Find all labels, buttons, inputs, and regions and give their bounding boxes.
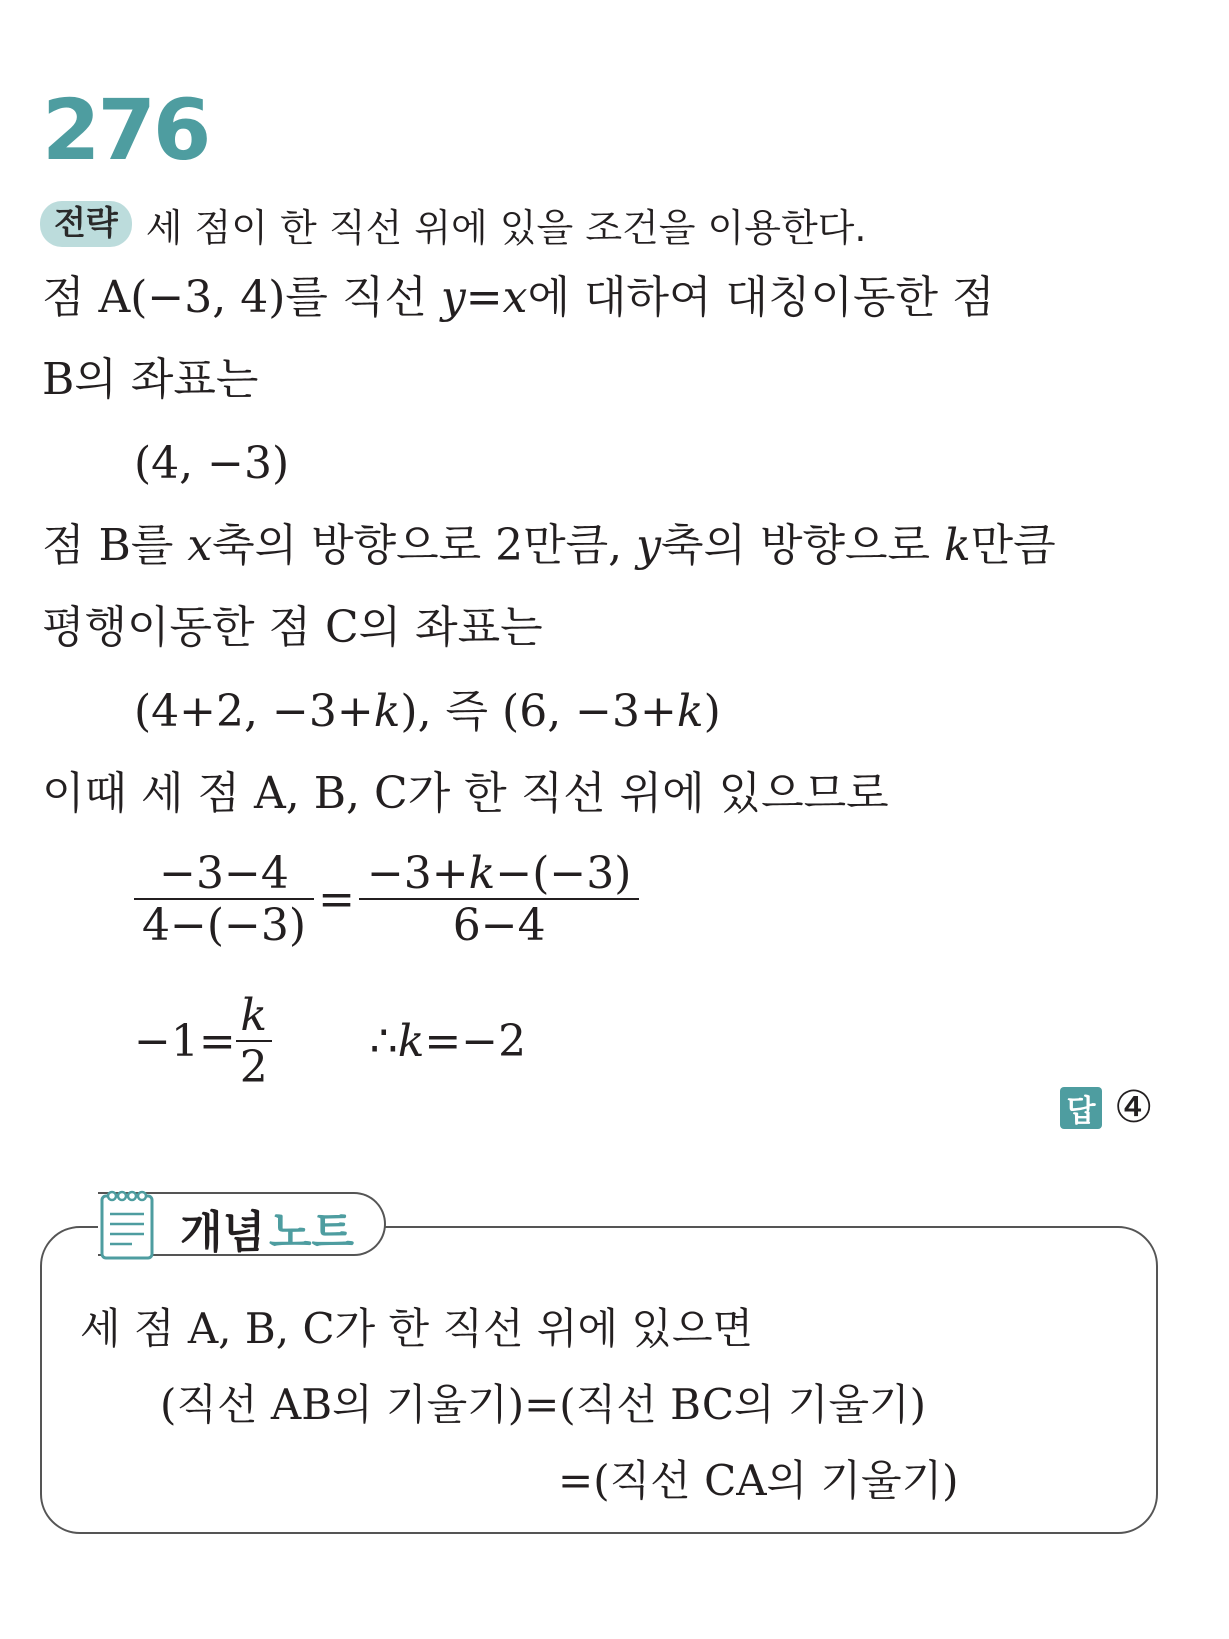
- solution-line-2: B의 좌표는: [42, 354, 259, 405]
- solution-line-5: 평행이동한 점 C의 좌표는: [42, 602, 543, 653]
- answer: [1060, 1082, 1153, 1133]
- solution-line-4: 점 B를 x축의 방향으로 2만큼, y축의 방향으로 k만큼: [42, 520, 1056, 571]
- left-fraction: $\frac{-3-4}{4-(-3)}$: [134, 852, 314, 948]
- concept-note-title: 개념노트: [180, 1207, 355, 1258]
- answer-value: ④: [1114, 1082, 1154, 1133]
- solution-line-1: 점 A(−3, 4)를 직선 y=x에 대하여 대칭이동한 점: [42, 272, 995, 323]
- solution-line-6: (4+2, −3+k), 즉 (6, −3+k): [134, 686, 721, 737]
- strategy-row: [40, 200, 866, 248]
- concept-note-line-3: =(직선 CA의 기울기): [558, 1456, 959, 1505]
- notepad-icon: [96, 1186, 158, 1264]
- strategy-text: 세 점이 한 직선 위에 있을 조건을 이용한다.: [145, 205, 867, 250]
- concept-note-line-2: (직선 AB의 기울기)=(직선 BC의 기울기): [160, 1380, 926, 1429]
- answer-label: 답: [1060, 1087, 1102, 1129]
- strategy-badge: 전략: [40, 201, 132, 247]
- k-equation: −1= $\frac{k}{2}$ ∴ k =−2: [134, 990, 527, 1093]
- k-fraction: $\frac{k}{2}$: [236, 994, 272, 1090]
- right-fraction: $\frac{-3+k-(-3)}{6-4}$: [359, 852, 639, 948]
- slope-equation: $\frac{-3-4}{4-(-3)}$ = $\frac{-3+k-(-3)}{6-4}$: [134, 852, 639, 948]
- solution-line-3: (4, −3): [134, 438, 290, 489]
- concept-note-line-1: 세 점 A, B, C가 한 직선 위에 있으면: [80, 1304, 754, 1353]
- solution-line-7: 이때 세 점 A, B, C가 한 직선 위에 있으므로: [42, 768, 889, 819]
- problem-number: 276: [42, 81, 209, 179]
